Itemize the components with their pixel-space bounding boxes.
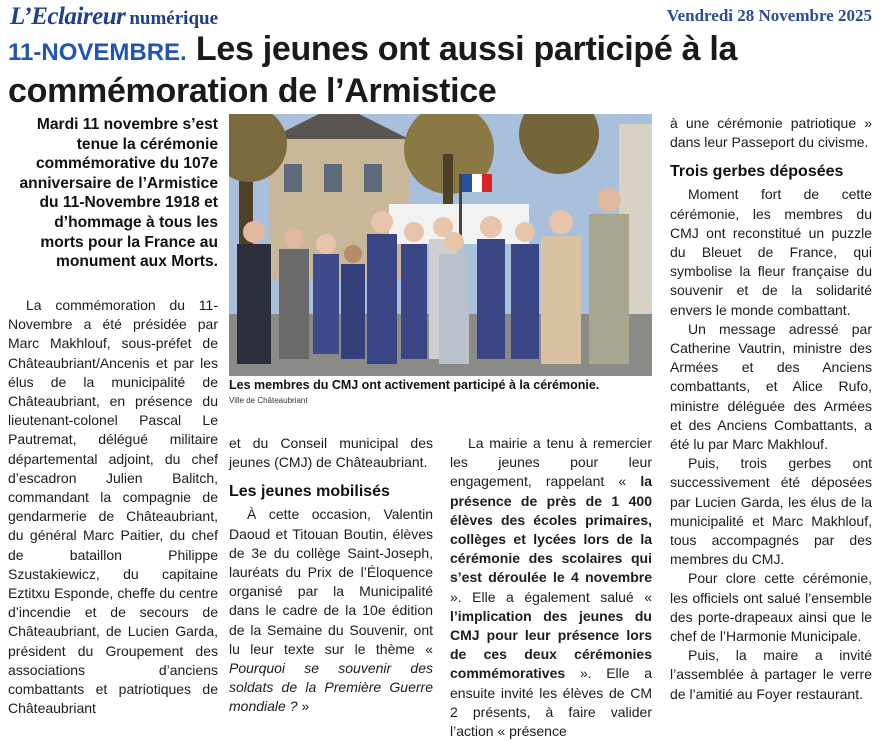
article-lead: Mardi 11 novembre s’est tenue la cérémonie commémorative du 107e anniversaire de l’Armistice du 11-Novembre 1918 et d’hommage à tous les morts pour la France au monument aux Morts. <box>19 116 218 271</box>
col4-paragraph-5: Puis, la maire a invité l’assemblée à partager le verre de l’amitié au Foyer restaurant. <box>670 647 872 702</box>
col3-paragraph-1 <box>450 434 652 741</box>
col1-paragraph-1: La commémoration du 11-Novembre a été présidée par Marc Makhlouf, sous-préfet de Châteaubriant/Ancenis et par les élus de la municipalité de Châteaubriant, en présence du lieutenant-colonel Pascal Le Pautremat, délégué militaire départemental adjoint, du chef d’escadron Julien Balitch, commandant la compagnie de gendarmerie de Châteaubriant, du général Marc Paitier, du chef de bataillon Philippe Szustakiewicz, du capitaine Eztitxu Esponde, cheffe du centre d’incendie et de secours de Châteaubriant, de Lucien Garda, président du Groupement des associations d’anciens combattants et patriotiques de Châteaubriant <box>8 297 218 717</box>
col4-paragraph-3: Puis, trois gerbes ont successivement été déposées par Lucien Garda, les élus de la municipalité et Marc Makhlouf, tous accompagnés par des membres du CMJ. <box>670 455 872 568</box>
photo-credit: Ville de Châteaubriant <box>229 396 308 405</box>
col4-paragraph-0: à une cérémonie patriotique » dans leur Passeport du civisme. <box>670 115 872 151</box>
column-3 <box>450 434 652 741</box>
column-4 <box>670 114 872 704</box>
column-1 <box>8 296 218 718</box>
col3-text-e: ». Elle a ensuite invité les élèves de CM 2 présents, à faire valider l’action « présence <box>450 665 652 740</box>
col2-subhead: Les jeunes mobilisés <box>229 483 390 501</box>
col2-text-a: À cette occasion, Valentin Daoud et Titouan Boutin, élèves de 3e du collège Saint-Joseph, lauréats du Prix de l’Éloquence organisé par la Municipalité dans le cadre de la 10e édition de la Semaine du Souvenir, ont lu leur texte sur le thème « <box>229 506 433 657</box>
article-photo <box>229 114 652 376</box>
masthead-subtitle: numérique <box>129 8 219 29</box>
photo-caption: Les membres du CMJ ont activement participé à la cérémonie. <box>229 378 600 392</box>
col4-paragraph-1: Moment fort de cette cérémonie, les membres du CMJ ont reconstitué un puzzle du Bleuet de France, qui symbolise la fleur française du souvenir et de la solidarité envers le monde combattant. <box>670 186 872 318</box>
column-2 <box>229 434 433 717</box>
article-headline <box>8 30 876 110</box>
masthead-brand: L’Eclaireur <box>10 3 126 30</box>
col4-subhead: Trois gerbes déposées <box>670 163 844 181</box>
headline-kicker: 11-NOVEMBRE. <box>8 39 187 66</box>
headline-title: Les jeunes ont aussi participé à la commémoration de l’Armistice <box>8 30 738 110</box>
issue-date: Vendredi 28 Novembre 2025 <box>666 6 872 25</box>
masthead <box>10 3 218 31</box>
col2-quote-theme: Pourquoi se souvenir des soldats de la Première Guerre mondiale ? <box>229 660 433 715</box>
col4-paragraph-2: Un message adressé par Catherine Vautrin, ministre des Armées et des Anciens combattants, et Alice Rufo, ministre déléguée des Armées et des Anciens Combattants, a été lu par Marc Makhlouf. <box>670 320 872 453</box>
col2-paragraph-2 <box>229 505 433 716</box>
col3-quote-1: la présence de près de 1 400 élèves des écoles primaires, collèges et lycées lors de la cérémonie des scolaires qui s’est déroulée le 4 novembre <box>450 473 652 586</box>
col3-text-a: La mairie a tenu à remercier les jeunes pour leur engagement, rappelant « <box>450 435 652 490</box>
col2-paragraph-1: et du Conseil municipal des jeunes (CMJ) de Châteaubriant. <box>229 435 433 471</box>
col4-paragraph-4: Pour clore cette cérémonie, les officiels ont salué l’ensemble des porte-drapeaux ainsi que le chef de l’Harmonie Municipale. <box>670 570 872 645</box>
ceremony-photo-illustration <box>229 114 652 376</box>
col2-text-b: » <box>297 698 310 715</box>
col3-text-c: ». Elle a également salué « <box>450 588 652 605</box>
col3-quote-2: l’implication des jeunes du CMJ pour leur présence lors de ces deux cérémonies commémoratives <box>450 607 652 682</box>
